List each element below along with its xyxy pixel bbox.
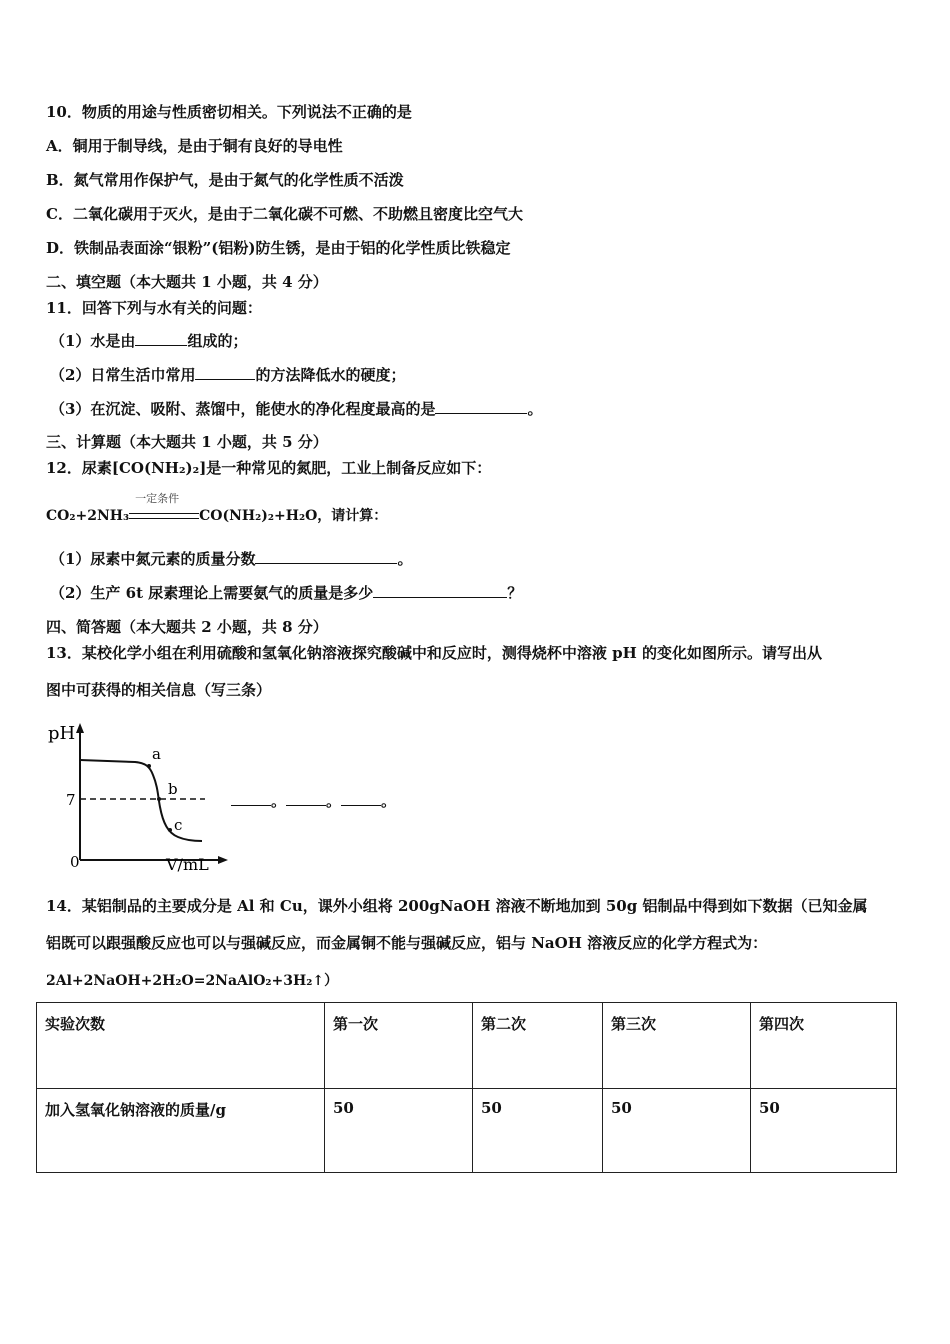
q14-line2: 铝既可以跟强酸反应也可以与强碱反应，而金属铜不能与强碱反应，铝与 NaOH 溶液反应的化学方程式为： [46,934,768,952]
answer-blank[interactable] [286,791,326,806]
ph-curve [80,760,202,841]
table-cell: 加入氢氧化钠溶液的质量/g [37,1089,325,1173]
table-header-row [37,1003,897,1089]
table-cell: 第三次 [603,1003,751,1089]
q11-part3: （3）在沉淀、吸附、蒸馏中，能使水的净化程度最高的是 。 [50,400,543,418]
ph-titration-graph [40,715,230,875]
section-4-title: 四、简答题（本大题共 2 小题，共 8 分） [46,618,328,636]
answer-blank[interactable] [341,791,381,806]
q13-line1: 13．某校化学小组在利用硫酸和氢氧化钠溶液探究酸碱中和反应时，测得烧杯中溶液 pH 的变化如图所示。请写出从 [46,644,822,662]
answer-blank[interactable] [255,549,397,564]
table-cell: 实验次数 [37,1003,325,1089]
q10-option-b: B．氮气常用作保护气，是由于氮气的化学性质不活泼 [46,171,404,189]
point-a-dot [147,764,151,768]
experiment-data-table [36,1002,897,1173]
answer-blank[interactable] [231,791,271,806]
table-cell: 第四次 [751,1003,897,1089]
table-cell: 第二次 [473,1003,603,1089]
q12-equation: CO₂+2NH₃ 一定条件 CO(NH₂)₂+H₂O，请计算： [46,506,387,526]
table-cell: 50 [751,1089,897,1173]
point-b-dot [157,797,161,801]
q12-stem: 12．尿素[CO(NH₂)₂]是一种常见的氮肥，工业上制备反应如下： [46,459,492,477]
table-cell: 50 [473,1089,603,1173]
point-b-label: b [168,780,178,798]
q13-answer-blanks: 。 。 。 [231,790,396,811]
answer-blank[interactable] [135,331,187,346]
q10-option-c: C．二氧化碳用于灭火，是由于二氧化碳不可燃、不助燃且密度比空气大 [46,205,523,223]
y-axis-arrow [76,723,84,733]
q13-line2: 图中可获得的相关信息（写三条） [46,681,272,699]
ph-7-label: 7 [66,791,76,809]
q14-equation: 2Al+2NaOH+2H₂O=2NaAlO₂+3H₂↑） [46,973,339,989]
point-a-label: a [152,745,161,763]
answer-blank[interactable] [373,583,507,598]
x-axis-arrow [218,856,228,864]
q10-option-d: D．铁制品表面涂“银粉”(铝粉)防生锈，是由于铝的化学性质比铁稳定 [46,239,511,257]
q10-option-a: A．铜用于制导线，是由于铜有良好的导电性 [46,137,343,155]
q10-stem: 10．物质的用途与性质密切相关。下列说法不正确的是 [46,103,412,121]
origin-label: 0 [70,853,80,871]
section-2-title: 二、填空题（本大题共 1 小题，共 4 分） [46,273,328,291]
q11-stem: 11．回答下列与水有关的问题： [46,299,262,317]
table-row [37,1089,897,1173]
table-cell: 50 [325,1089,473,1173]
answer-blank[interactable] [195,365,255,380]
table-cell: 50 [603,1089,751,1173]
q14-line1: 14．某铝制品的主要成分是 Al 和 Cu，课外小组将 200gNaOH 溶液不断地加到 50g 铝制品中得到如下数据（已知金属 [46,897,868,915]
table-cell: 第一次 [325,1003,473,1089]
equals-sign-with-condition [129,492,199,523]
q12-part1: （1）尿素中氮元素的质量分数 。 [50,550,413,568]
answer-blank[interactable] [435,399,527,414]
q12-part2: （2）生产 6t 尿素理论上需要氨气的质量是多少 ？ [50,584,523,602]
point-c-label: c [174,816,183,834]
q11-part1: （1）水是由 组成的； [50,332,248,350]
q11-part2: （2）日常生活巾常用 的方法降低水的硬度； [50,366,406,384]
section-3-title: 三、计算题（本大题共 1 小题，共 5 分） [46,433,328,451]
reaction-condition: 一定条件 [135,492,180,505]
point-c-dot [168,828,172,832]
y-axis-label: pH [48,723,76,744]
x-axis-label: V/mL [166,855,209,874]
